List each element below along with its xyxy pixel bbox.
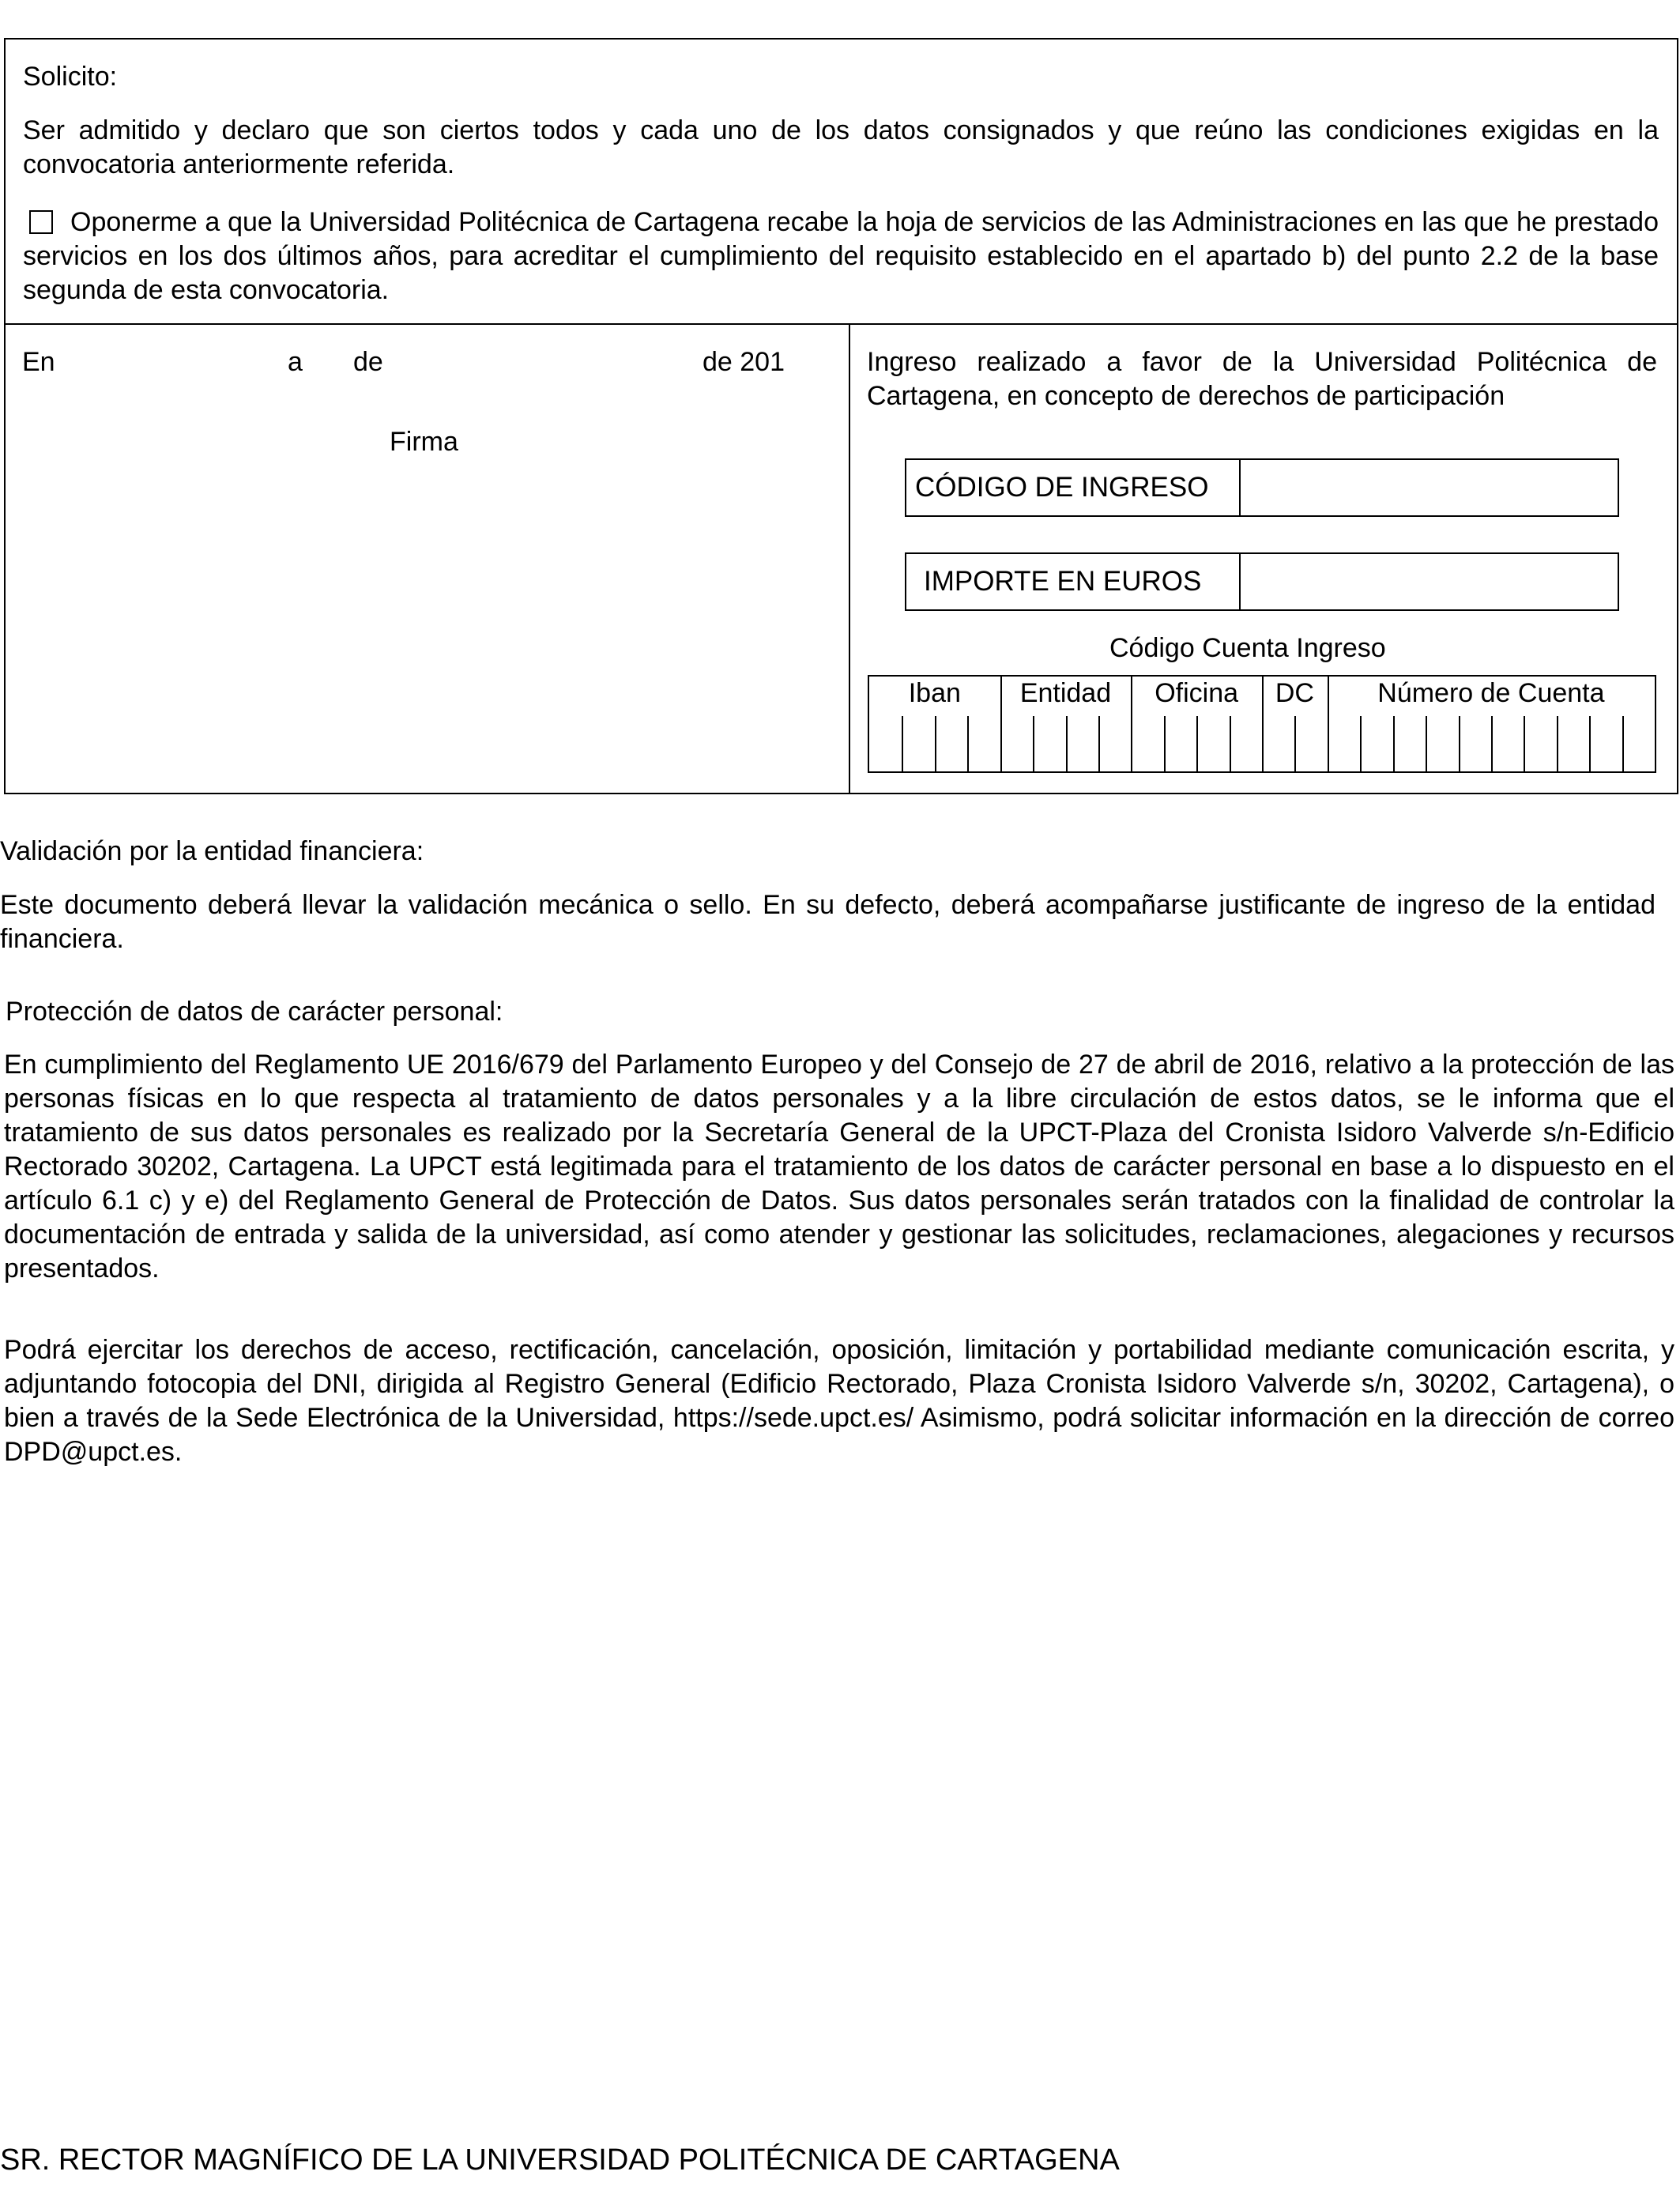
account-digit-cell[interactable] <box>1294 716 1327 771</box>
digit-separator <box>1426 716 1427 771</box>
account-digit-cell[interactable] <box>1196 716 1229 771</box>
digit-separator <box>1459 716 1460 771</box>
account-column-header: DC <box>1275 678 1314 708</box>
data-protection-heading: Protección de datos de carácter personal: <box>6 997 503 1027</box>
month-label: de <box>353 347 383 377</box>
account-title: Código Cuenta Ingreso <box>1109 633 1386 663</box>
codigo-ingreso-box <box>905 458 1619 517</box>
digit-separator <box>1164 716 1166 771</box>
addressee: SR. RECTOR MAGNÍFICO DE LA UNIVERSIDAD POLITÉCNICA DE CARTAGENA <box>0 2143 1120 2177</box>
codigo-ingreso-label: CÓDIGO DE INGRESO <box>915 472 1209 503</box>
account-digit-cell[interactable] <box>1622 716 1655 771</box>
digit-separator <box>1196 716 1198 771</box>
digit-separator <box>935 716 936 771</box>
account-digit-cell[interactable] <box>1262 716 1294 771</box>
digit-separator <box>1622 716 1624 771</box>
validation-heading: Validación por la entidad financiera: <box>0 836 424 866</box>
account-digit-cell[interactable] <box>1000 716 1033 771</box>
account-column-header: Oficina <box>1155 678 1239 708</box>
account-column-header: Número de Cuenta <box>1377 678 1605 708</box>
solicito-heading: Solicito: <box>23 62 118 92</box>
signature-label: Firma <box>390 427 458 457</box>
account-digit-cell[interactable] <box>1426 716 1458 771</box>
data-protection-paragraph-2: Podrá ejercitar los derechos de acceso, rectificación, cancelación, oposición, limitación y portabilidad mediante comunicación escrita, y adjuntando fotocopia del DNI, dirigida al Registro General (Edificio Rectorado, Plaza Cronista Isidoro Valverde s/n, 30202, Cartagena), o bien a través de la Sede Electrónica de la Universidad, https://sede.upct.es/ Asimismo, podrá solicitar información en la dirección de correo DPD@upct.es. <box>4 1335 1674 1467</box>
opposition-text: Oponerme a que la Universidad Politécnica de Cartagena recabe la hoja de servicios de las Administraciones en las que he prestado servicios en los dos últimos años, para acreditar el cumplimiento del requisito establecido en el apartado b) del punto 2.2 de la base segunda de esta convocatoria. <box>23 207 1659 305</box>
digit-separator <box>1393 716 1395 771</box>
importe-box <box>905 552 1619 611</box>
account-digit-cell[interactable] <box>869 716 902 771</box>
section-divider <box>849 323 850 794</box>
account-grid <box>868 675 1656 773</box>
account-digit-cell[interactable] <box>1557 716 1589 771</box>
account-digit-cell[interactable] <box>1589 716 1622 771</box>
account-digit-cell[interactable] <box>1328 716 1360 771</box>
codigo-ingreso-divider <box>1239 460 1241 515</box>
solicito-section <box>4 38 1678 325</box>
account-digit-cell[interactable] <box>1230 716 1262 771</box>
declaration-text: Ser admitido y declaro que son ciertos todos y cada uno de los datos consignados y que reúno las condiciones exigidas en la convocatoria anteriormente referida. <box>23 115 1659 179</box>
importe-divider <box>1239 554 1241 609</box>
digit-separator <box>1524 716 1525 771</box>
digit-separator <box>1066 716 1068 771</box>
importe-label: IMPORTE EN EUROS <box>924 566 1202 597</box>
importe-field[interactable] <box>1242 554 1618 609</box>
day-label: a <box>288 347 303 377</box>
validation-text: Este documento deberá llevar la validación mecánica o sello. En su defecto, deberá acompañarse justificante de ingreso de la entidad financiera. <box>0 890 1656 954</box>
account-digit-cell[interactable] <box>1164 716 1196 771</box>
account-digit-cell[interactable] <box>1491 716 1524 771</box>
account-digit-cell[interactable] <box>967 716 1000 771</box>
digit-separator <box>1360 716 1362 771</box>
payment-description: Ingreso realizado a favor de la Universidad Politécnica de Cartagena, en concepto de derechos de participación <box>867 347 1657 411</box>
digit-separator <box>1230 716 1231 771</box>
digit-separator <box>1098 716 1100 771</box>
account-digit-cell[interactable] <box>1098 716 1131 771</box>
account-digit-cell[interactable] <box>1393 716 1426 771</box>
account-digit-cell[interactable] <box>1033 716 1065 771</box>
account-digit-cell[interactable] <box>935 716 967 771</box>
opposition-checkbox[interactable] <box>29 210 53 234</box>
account-digit-cell[interactable] <box>1360 716 1392 771</box>
year-label: de 201 <box>703 347 785 377</box>
digit-separator <box>1033 716 1034 771</box>
account-digit-cell[interactable] <box>1459 716 1491 771</box>
digit-separator <box>967 716 969 771</box>
account-column-header: Entidad <box>1019 678 1112 708</box>
opposition-row <box>23 205 1659 307</box>
account-column-header: Iban <box>908 678 961 708</box>
codigo-ingreso-field[interactable] <box>1242 460 1618 515</box>
account-digit-cell[interactable] <box>1524 716 1556 771</box>
account-digit-cell[interactable] <box>1066 716 1098 771</box>
digit-separator <box>1557 716 1558 771</box>
data-protection-paragraph-1: En cumplimiento del Reglamento UE 2016/679 del Parlamento Europeo y del Consejo de 27 de abril de 2016, relativo a la protección de las personas físicas en lo que respecta al tratamiento de datos personales y a la libre circulación de estos datos, se le informa que el tratamiento de sus datos personales es realizado por la Secretaría General de la UPCT-Plaza del Cronista Isidoro Valverde s/n-Edificio Rectorado 30202, Cartagena. La UPCT está legitimada para el tratamiento de los datos de carácter personal en base a lo dispuesto en el artículo 6.1 c) y e) del Reglamento General de Protección de Datos. Sus datos personales serán tratados con la finalidad de controlar la documentación de entrada y salida de la universidad, así como atender y gestionar las solicitudes, reclamaciones, alegaciones y recursos presentados. <box>4 1050 1674 1284</box>
digit-separator <box>1491 716 1493 771</box>
digit-separator <box>902 716 903 771</box>
account-digit-cell[interactable] <box>1131 716 1163 771</box>
account-digit-cell[interactable] <box>902 716 934 771</box>
digit-separator <box>1294 716 1296 771</box>
place-label: En <box>22 347 55 377</box>
digit-separator <box>1589 716 1591 771</box>
